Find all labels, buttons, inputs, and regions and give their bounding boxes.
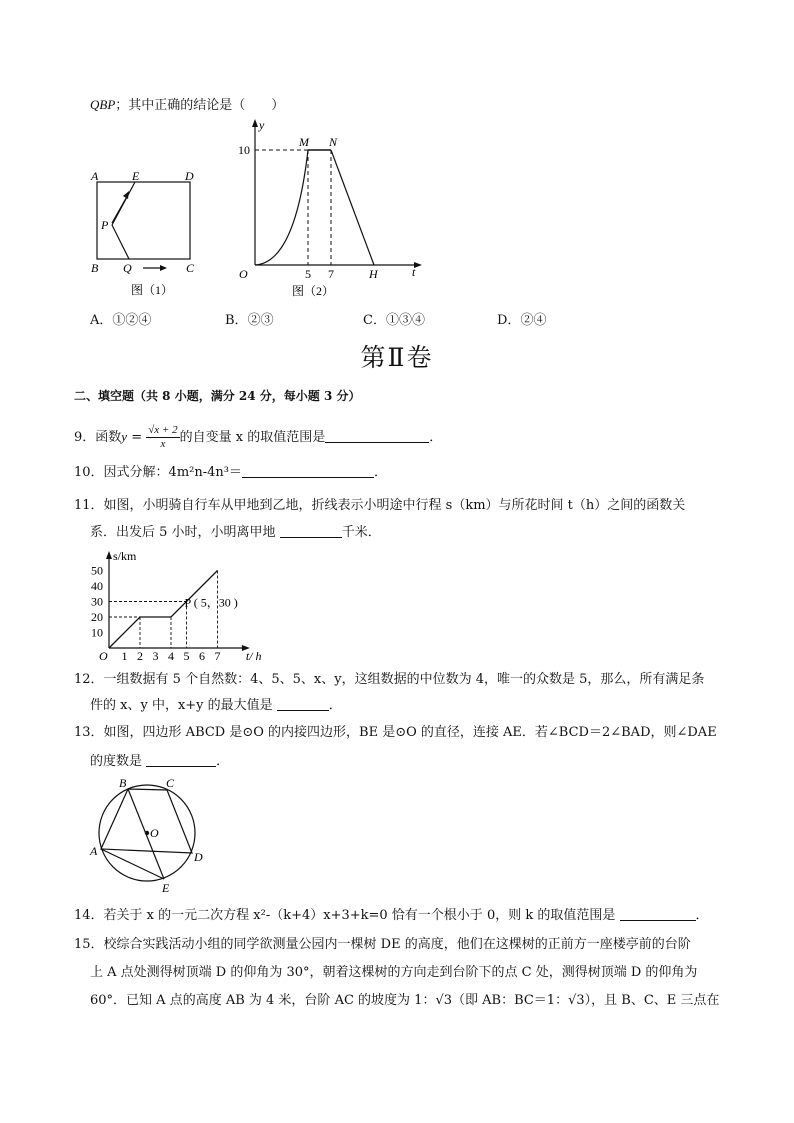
- fig2-label-h: H: [369, 267, 378, 281]
- q13-label-b: B: [119, 776, 127, 790]
- rect-abcd: [97, 182, 190, 259]
- fig1-label-p: P: [101, 218, 109, 232]
- fig2-tick-5: 5: [305, 267, 311, 281]
- chart-y-arrow: [106, 551, 112, 559]
- q15-line-1: 15．校综合实践活动小组的同学欲测量公园内一棵树 DE 的高度，他们在这棵树的正前方一座楼亭前的台阶: [74, 937, 691, 952]
- fig2-label-o: O: [239, 267, 248, 281]
- fig2-tick-10: 10: [238, 143, 250, 157]
- q14-answer-blank[interactable]: [620, 906, 696, 921]
- fig2-y-arrow: [252, 119, 258, 127]
- q9-pre: 函数: [95, 430, 122, 445]
- chart-x-tick: 7: [214, 649, 221, 663]
- q9-answer-blank[interactable]: [325, 428, 429, 443]
- chart-y-tick: 20: [91, 610, 103, 624]
- q13-label-d: D: [194, 850, 203, 864]
- q13-label-o: O: [150, 826, 159, 840]
- q13-line-2-post: ．: [216, 754, 230, 769]
- chart-y-tick: 40: [91, 579, 103, 593]
- fig1-label-c: C: [186, 261, 195, 275]
- q13-line-2: [90, 752, 229, 771]
- q14-line: [74, 906, 709, 925]
- fig1-label-q: Q: [123, 261, 132, 275]
- q9-num: 9．: [74, 430, 96, 445]
- fig2-label-t: t: [412, 265, 416, 279]
- q13-answer-blank[interactable]: [146, 752, 216, 767]
- fig2-segment-nh: [331, 150, 374, 265]
- q9-var-y: y: [121, 429, 128, 444]
- q9-end: ．: [429, 430, 443, 445]
- arrow-q-head: [160, 265, 167, 271]
- q8-figure-1: [85, 165, 205, 300]
- chart-annotation-p: P ( 5，30 ): [184, 595, 238, 610]
- q9-post: 的自变量 x 的取值范围是: [179, 430, 326, 445]
- option-a-text: ①②④: [112, 313, 152, 328]
- fig2-label-y: y: [259, 118, 265, 132]
- fig2-caption: 图（2）: [292, 284, 335, 298]
- option-a-letter: A．: [90, 313, 113, 328]
- section-title: 第Ⅱ卷: [360, 343, 434, 372]
- q12-line-2-pre: 件的 x、y 中，x+y 的最大值是: [90, 698, 273, 713]
- option-d-text: ②④: [520, 313, 547, 328]
- q11-answer-blank[interactable]: [280, 523, 342, 538]
- segment-pq: [112, 225, 129, 259]
- q11-line-2-pre: 系．出发后 5 小时，小明离甲地: [90, 525, 276, 540]
- q11-line-2: [90, 523, 381, 542]
- q13-label-c: C: [166, 776, 175, 790]
- chart-x-tick: 4: [168, 649, 174, 663]
- q9-equals: =: [127, 430, 147, 445]
- q11-line-1: 11．如图，小明骑自行车从甲地到乙地，折线表示小明途中行程 s（km）与所花时间 t（h）之间的函数关: [74, 498, 686, 513]
- q10-text: 10．因式分解：4m²n-4n³＝: [74, 465, 242, 480]
- fig1-label-a: A: [91, 169, 99, 183]
- fig2-tick-7: 7: [328, 267, 334, 281]
- option-d: [497, 309, 546, 328]
- q12-answer-blank[interactable]: [277, 696, 329, 711]
- chart-y-tick: 50: [91, 563, 103, 578]
- q12-line-1: 12．一组数据有 5 个自然数：4、5、5、x、y，这组数据的中位数为 4，唯一的众数是 5，那么，所有满足条: [74, 672, 705, 687]
- chart-x-label: t/ h: [245, 649, 262, 663]
- chart-x-tick: 2: [137, 649, 143, 663]
- q13-figure: [88, 775, 213, 895]
- q9-line: [74, 424, 442, 451]
- chart-y-tick: 10: [91, 625, 103, 640]
- chart-x-tick: 6: [199, 649, 205, 663]
- chart-x-tick: 3: [152, 649, 159, 663]
- option-a: [90, 309, 151, 328]
- fig1-label-b: B: [91, 261, 99, 275]
- chart-y-label: s/km: [113, 549, 137, 563]
- chart-x-tick: 1: [121, 649, 128, 663]
- q9-numerator: √x + 2: [148, 424, 178, 436]
- q13-label-a: A: [90, 844, 98, 858]
- q10-answer-blank[interactable]: [242, 463, 374, 478]
- option-d-letter: D．: [497, 313, 521, 328]
- q10-line: [74, 463, 387, 482]
- q14-end: ．: [695, 908, 709, 923]
- fig1-label-e: E: [132, 169, 140, 183]
- q11-line-2-post: 千米．: [341, 525, 381, 540]
- q10-end: ．: [373, 465, 387, 480]
- section-heading: 二、填空题（共 8 小题，满分 24 分，每小题 3 分）: [74, 389, 361, 403]
- q12-line-2: [90, 696, 342, 715]
- fig2-label-n: N: [329, 135, 338, 149]
- q8-tail-line: [90, 96, 284, 115]
- quad-abcd: [101, 789, 192, 853]
- q11-chart: [85, 545, 270, 665]
- q9-fraction: [146, 424, 179, 451]
- q15-line-2: 上 A 点处测得树顶端 D 的仰角为 30°，朝着这棵树的方向走到台阶下的点 C 处，测得树顶端 D 的仰角为: [90, 965, 698, 980]
- fig2-curve: [255, 150, 308, 265]
- q8-tail-text: ；其中正确的结论是（ ）: [115, 98, 285, 113]
- option-b-letter: B．: [225, 313, 248, 328]
- q12-line-2-post: ．: [328, 698, 342, 713]
- q9-denominator: x: [160, 438, 166, 450]
- option-c-text: ①③④: [385, 313, 425, 328]
- q8-prefix: QBP: [90, 97, 116, 112]
- fig2-label-m: M: [299, 135, 309, 149]
- chart-x-tick: O: [99, 649, 108, 663]
- option-c: [363, 309, 425, 328]
- option-c-letter: C．: [363, 313, 386, 328]
- chart-y-tick: 30: [91, 594, 103, 609]
- fig1-caption: 图（1）: [131, 283, 174, 297]
- q13-line-2-pre: 的度数是: [90, 754, 143, 769]
- chart-x-tick: 5: [183, 649, 190, 663]
- fig1-label-d: D: [185, 169, 194, 183]
- center-dot: [145, 831, 149, 835]
- option-b-text: ②③: [247, 313, 274, 328]
- q15-line-3: 60°．已知 A 点的高度 AB 为 4 米，台阶 AC 的坡度为 1：√3（即 AB：BC＝1：√3），且 B、C、E 三点在: [90, 993, 720, 1008]
- option-b: [225, 309, 274, 328]
- q13-line-1: 13．如图，四边形 ABCD 是⊙O 的内接四边形，BE 是⊙O 的直径，连接 AE．若∠BCD＝2∠BAD，则∠DAE: [74, 725, 717, 740]
- q14-text: 14．若关于 x 的一元二次方程 x²-（k+4）x+3+k=0 恰有一个根小于 0，则 k 的取值范围是: [74, 908, 616, 923]
- q8-figure-2: [230, 115, 430, 300]
- q13-label-e: E: [162, 881, 170, 895]
